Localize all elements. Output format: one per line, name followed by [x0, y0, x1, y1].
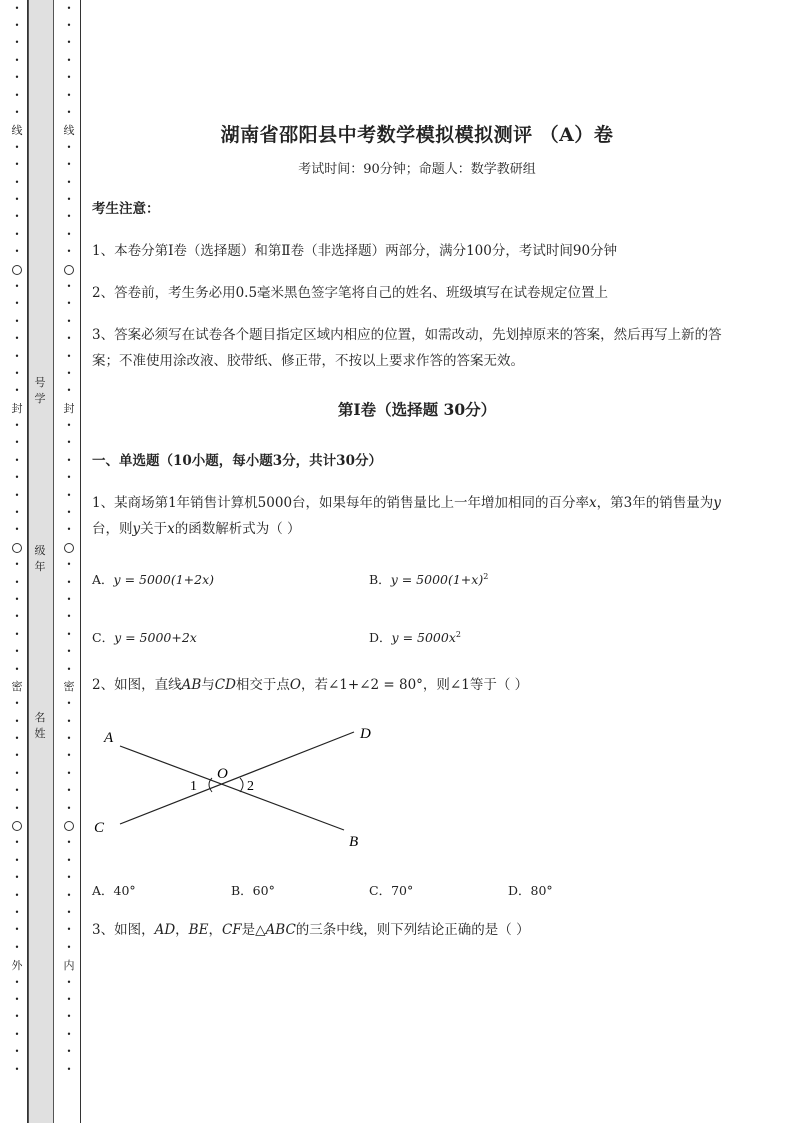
- notice-item-2: 2、答卷前，考生务必用0.5毫米黑色签字笔将自己的姓名、班级填写在试卷规定位置上: [92, 285, 609, 301]
- option-exponent: 2: [455, 629, 461, 639]
- q2-var: O: [289, 677, 301, 693]
- margin-label-xian-right: 线: [63, 123, 75, 137]
- label-c: C: [94, 820, 105, 836]
- q1-text: 台，则: [92, 521, 133, 537]
- angle-2-arc: [240, 778, 243, 792]
- field-char: 级: [34, 544, 46, 557]
- q1-var: x: [589, 495, 597, 511]
- q3-text: 的三条中线，则下列结论正确的是（ ）: [295, 922, 530, 938]
- q2-text: ，若∠1+∠2 = 80°，则∠1等于（ ）: [301, 677, 529, 693]
- q1-option-c[interactable]: [92, 628, 197, 646]
- binding-circle-icon: [12, 817, 22, 834]
- margin-label-feng-right: 封: [63, 402, 75, 416]
- q3-var: CF: [221, 922, 242, 938]
- field-char: 学: [34, 392, 46, 405]
- line-cd: [120, 732, 354, 824]
- section-title: 第Ⅰ卷（选择题 30分）: [337, 400, 497, 419]
- field-char: 名: [34, 711, 46, 724]
- q2-var: CD: [214, 677, 236, 693]
- label-a: A: [104, 730, 114, 746]
- student-id-field: [30, 374, 50, 406]
- q2-text: 与: [201, 677, 215, 693]
- q2-option-b[interactable]: B．60°: [231, 883, 275, 898]
- binding-circle-icon: [64, 817, 74, 834]
- q3-text: ，: [208, 922, 222, 938]
- field-char: 姓: [34, 727, 46, 740]
- label-angle-1: 1: [190, 779, 197, 794]
- label-b: B: [349, 834, 359, 850]
- q2-text: 相交于点: [235, 677, 290, 693]
- notice-item-3: 3、答案必须写在试卷各个题目指定区域内相应的位置，如需改动，先划掉原来的答案，然后再写上新的答案；不准使用涂改液、胶带纸、修正带，不按以上要求作答的答案无效。: [92, 327, 722, 369]
- binding-circle-icon: [64, 539, 74, 556]
- q2-option-c[interactable]: C．70°: [369, 883, 414, 898]
- q1-var: y: [132, 521, 141, 537]
- option-expr: y = 5000(1+2x): [113, 572, 215, 587]
- q2-option-d[interactable]: D．80°: [508, 883, 553, 898]
- option-label: D．: [369, 630, 392, 645]
- margin-label-xian-left: 线: [11, 123, 23, 137]
- q1-var: x: [167, 521, 175, 537]
- label-d: D: [360, 726, 371, 742]
- label-o: O: [217, 766, 228, 782]
- name-field: [30, 709, 50, 741]
- margin-label-mi-left: 密: [11, 680, 23, 694]
- q2-option-a[interactable]: A．40°: [92, 883, 136, 898]
- notice-heading: 考生注意：: [92, 201, 160, 217]
- field-char: 号: [34, 376, 46, 389]
- field-char: 年: [34, 560, 46, 573]
- option-exponent: 2: [483, 571, 489, 581]
- intersecting-lines-figure: [92, 720, 372, 860]
- q1-option-b[interactable]: [369, 570, 488, 588]
- q1-text: 关于: [140, 521, 168, 537]
- class-field: [30, 542, 50, 574]
- q3-text: ，: [175, 922, 189, 938]
- question-3: [92, 917, 742, 943]
- q2-var: AB: [181, 677, 202, 693]
- margin-rule: [80, 0, 81, 1123]
- binding-circle-icon: [12, 261, 22, 278]
- q1-option-d[interactable]: [369, 628, 461, 646]
- question-2: [92, 672, 742, 698]
- question-1: [92, 490, 742, 542]
- q3-text: 3、如图，: [92, 922, 155, 938]
- page-title: 湖南省邵阳县中考数学模拟模拟测评 （A）卷: [220, 124, 614, 146]
- margin-label-wai: 外: [11, 958, 23, 972]
- exam-subtitle: 考试时间：90分钟；命题人：数学教研组: [298, 162, 536, 177]
- margin-label-mi-right: 密: [63, 680, 75, 694]
- binding-margin-left: [6, 0, 28, 1123]
- q1-var: y: [713, 495, 721, 511]
- q3-text: 是△: [241, 922, 266, 938]
- line-ab: [120, 746, 344, 830]
- q1-option-a[interactable]: [92, 570, 214, 588]
- margin-label-nei: 内: [63, 958, 75, 972]
- q3-var: ABC: [265, 922, 296, 938]
- q1-text: 的函数解析式为（ ）: [174, 521, 301, 537]
- option-label: B．: [369, 572, 391, 587]
- margin-label-feng-left: 封: [11, 402, 23, 416]
- q1-text: ，第3年的销售量为: [596, 495, 714, 511]
- q1-text: 1、某商场第1年销售计算机5000台，如果每年的销售量比上一年增加相同的百分率: [92, 495, 590, 511]
- binding-circle-icon: [64, 261, 74, 278]
- option-label: C．: [92, 630, 115, 645]
- binding-margin-right: [58, 0, 80, 1123]
- binding-circle-icon: [12, 539, 22, 556]
- option-expr: y = 5000(1+x): [390, 572, 484, 587]
- q3-var: BE: [188, 922, 209, 938]
- option-expr: y = 5000+2x: [114, 630, 197, 645]
- notice-item-1: 1、本卷分第Ⅰ卷（选择题）和第Ⅱ卷（非选择题）两部分，满分100分，考试时间90分钟: [92, 243, 618, 259]
- option-expr: y = 5000x: [391, 630, 456, 645]
- q2-text: 2、如图，直线: [92, 677, 182, 693]
- option-label: A．: [92, 572, 114, 587]
- label-angle-2: 2: [247, 779, 254, 794]
- part-heading: 一、单选题（10小题，每小题3分，共计30分）: [92, 453, 382, 469]
- q3-var: AD: [154, 922, 176, 938]
